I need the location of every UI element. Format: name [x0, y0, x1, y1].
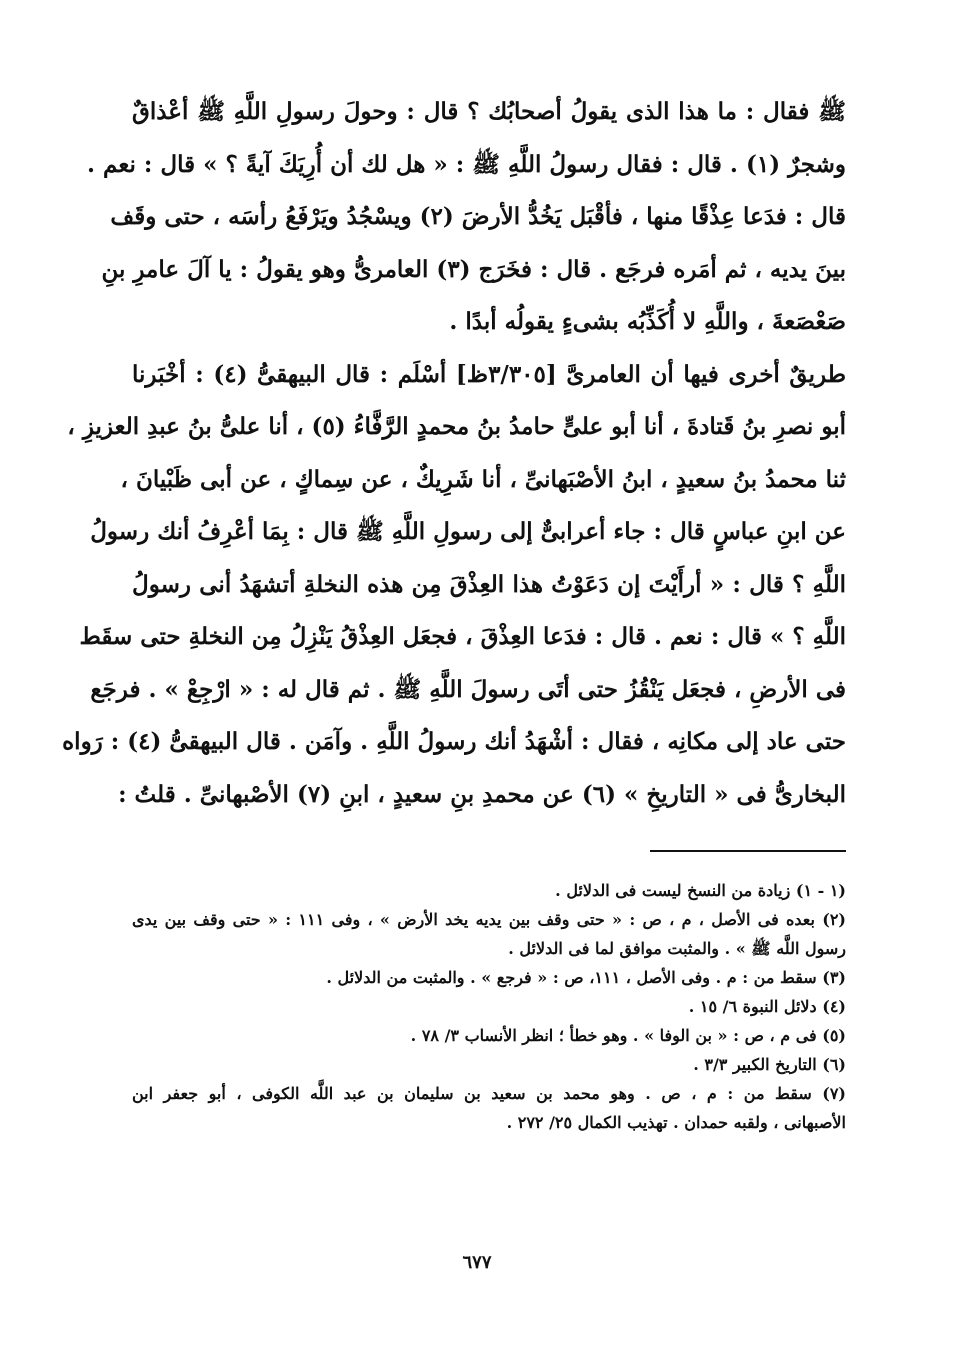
text-line: عن ابنِ عباسٍ قال : جاء أعرابىٌّ إلى رسولِ اللَّهِ ﷺ قال : بِمَا أعْرِفُ أنك رسولُ: [90, 518, 846, 545]
text-line: أبو نصرِ بنُ قَتادةَ ، أنا أبو علىٍّ حامدُ بنُ محمدٍ الرَّفَّاءُ (٥) ، أنا علىُّ بنُ عبدِ العزيزِ ،: [67, 413, 846, 440]
page-number: ٦٧٧: [462, 1252, 492, 1273]
main-text: [62, 86, 846, 821]
footnotes: [132, 876, 846, 1137]
footnote: (٤) دلائل النبوة ٦/ ١٥ .: [688, 997, 846, 1016]
text-line: وشجرٌ (١) . قال : فقال رسولُ اللَّهِ ﷺ : « هل لك أن أُرِيَكَ آيةً ؟ » قال : نعم .: [87, 150, 846, 178]
footnote-divider: [650, 850, 846, 852]
footnote-continuation: رسول اللَّه ﷺ » . والمثبت موافق لما فى الدلائل .: [508, 939, 846, 958]
footnote: (٢) بعده فى الأصل ، م ، ص : « حتى وقف بين يديه يخد الأرض » ، وفى ١١١ : « حتى وقف بين يدى: [132, 910, 846, 929]
text-line: فى الأرضِ ، فجعَل يَنْقُزُ حتى أتَى رسولَ اللَّهِ ﷺ . ثم قال له : « ارْجِعْ » . فرجَع: [90, 675, 846, 703]
footnote: (٧) سقط من : م ، ص . وهو محمد بن سعيد بن سليمان بن عبد اللَّه الكوفى ، أبو جعفر ابن: [132, 1084, 846, 1103]
footnote: (١ - ١) زيادة من النسخ ليست فى الدلائل .: [555, 881, 846, 900]
text-line: البخارىُّ فى « التاريخِ » (٦) عن محمدِ بنِ سعيدٍ ، ابنِ (٧) الأصْبهانىِّ . قلتُ :: [118, 780, 846, 808]
text-line: بينَ يديه ، ثم أمَره فرجَع . قال : فخَرَج (٣) العامرىُّ وهو يقولُ : يا آلَ عامرِ بنِ: [101, 255, 846, 283]
footnote-continuation: الأصبهانى ، ولقبه حمدان . تهذيب الكمال ٢٥/ ٢٧٢ .: [506, 1113, 846, 1132]
text-line: صَعْصَعةَ ، واللَّهِ لا أُكَذِّبُه بشىءٍ يقولُه أبدًا .: [449, 308, 846, 335]
text-line: قال : فدَعا عِذْقًا منها ، فأقْبَل يَخُدُّ الأرضَ (٢) ويسْجُدُ ويَرْفَعُ رأسَه ، حتى وقَف: [110, 203, 846, 230]
section-heading-line: طريقٌ أخرى فيها أن العامرىَّ [٣/٣٠٥ظ] أسْلَم : قال البيهقىُّ (٤) : أخْبَرنا: [132, 360, 846, 388]
text-line: اللَّهِ ؟ » قال : نعم . قال : فدَعا العِذْقَ ، فجعَل العِذْقُ يَنْزِلُ مِن النخلةِ حتى سقَط: [79, 623, 846, 650]
text-line: اللَّهِ ؟ قال : « أرأَيْتَ إن دَعَوْتُ هذا العِذْقَ مِن هذه النخلةِ أتشهَدُ أنى رسولُ: [132, 570, 846, 598]
text-line: حتى عاد إلى مكانِه ، فقال : أشْهَدُ أنك رسولُ اللَّهِ . وآمَن . قال البيهقىُّ (٤) : رَواه: [62, 728, 846, 755]
text-line: ثنا محمدُ بنُ سعيدٍ ، ابنُ الأصْبَهانىِّ ، أنا شَرِيكٌ ، عن سِماكٍ ، عن أبى ظَبْيانَ ،: [120, 465, 846, 493]
footnote: (٦) التاريخ الكبير ٣/٣ .: [693, 1055, 846, 1074]
footnote: (٣) سقط من : م . وفى الأصل ، ١١١، ص : « فرجع » . والمثبت من الدلائل .: [326, 968, 846, 987]
footnote: (٥) فى م ، ص : « بن الوفا » . وهو خطأ ؛ انظر الأنساب ٣/ ٧٨ .: [410, 1026, 846, 1045]
text-line: ﷺ فقال : ما هذا الذى يقولُ أصحابُك ؟ قال : وحولَ رسولِ اللَّهِ ﷺ أعْذاقٌ: [132, 98, 846, 125]
